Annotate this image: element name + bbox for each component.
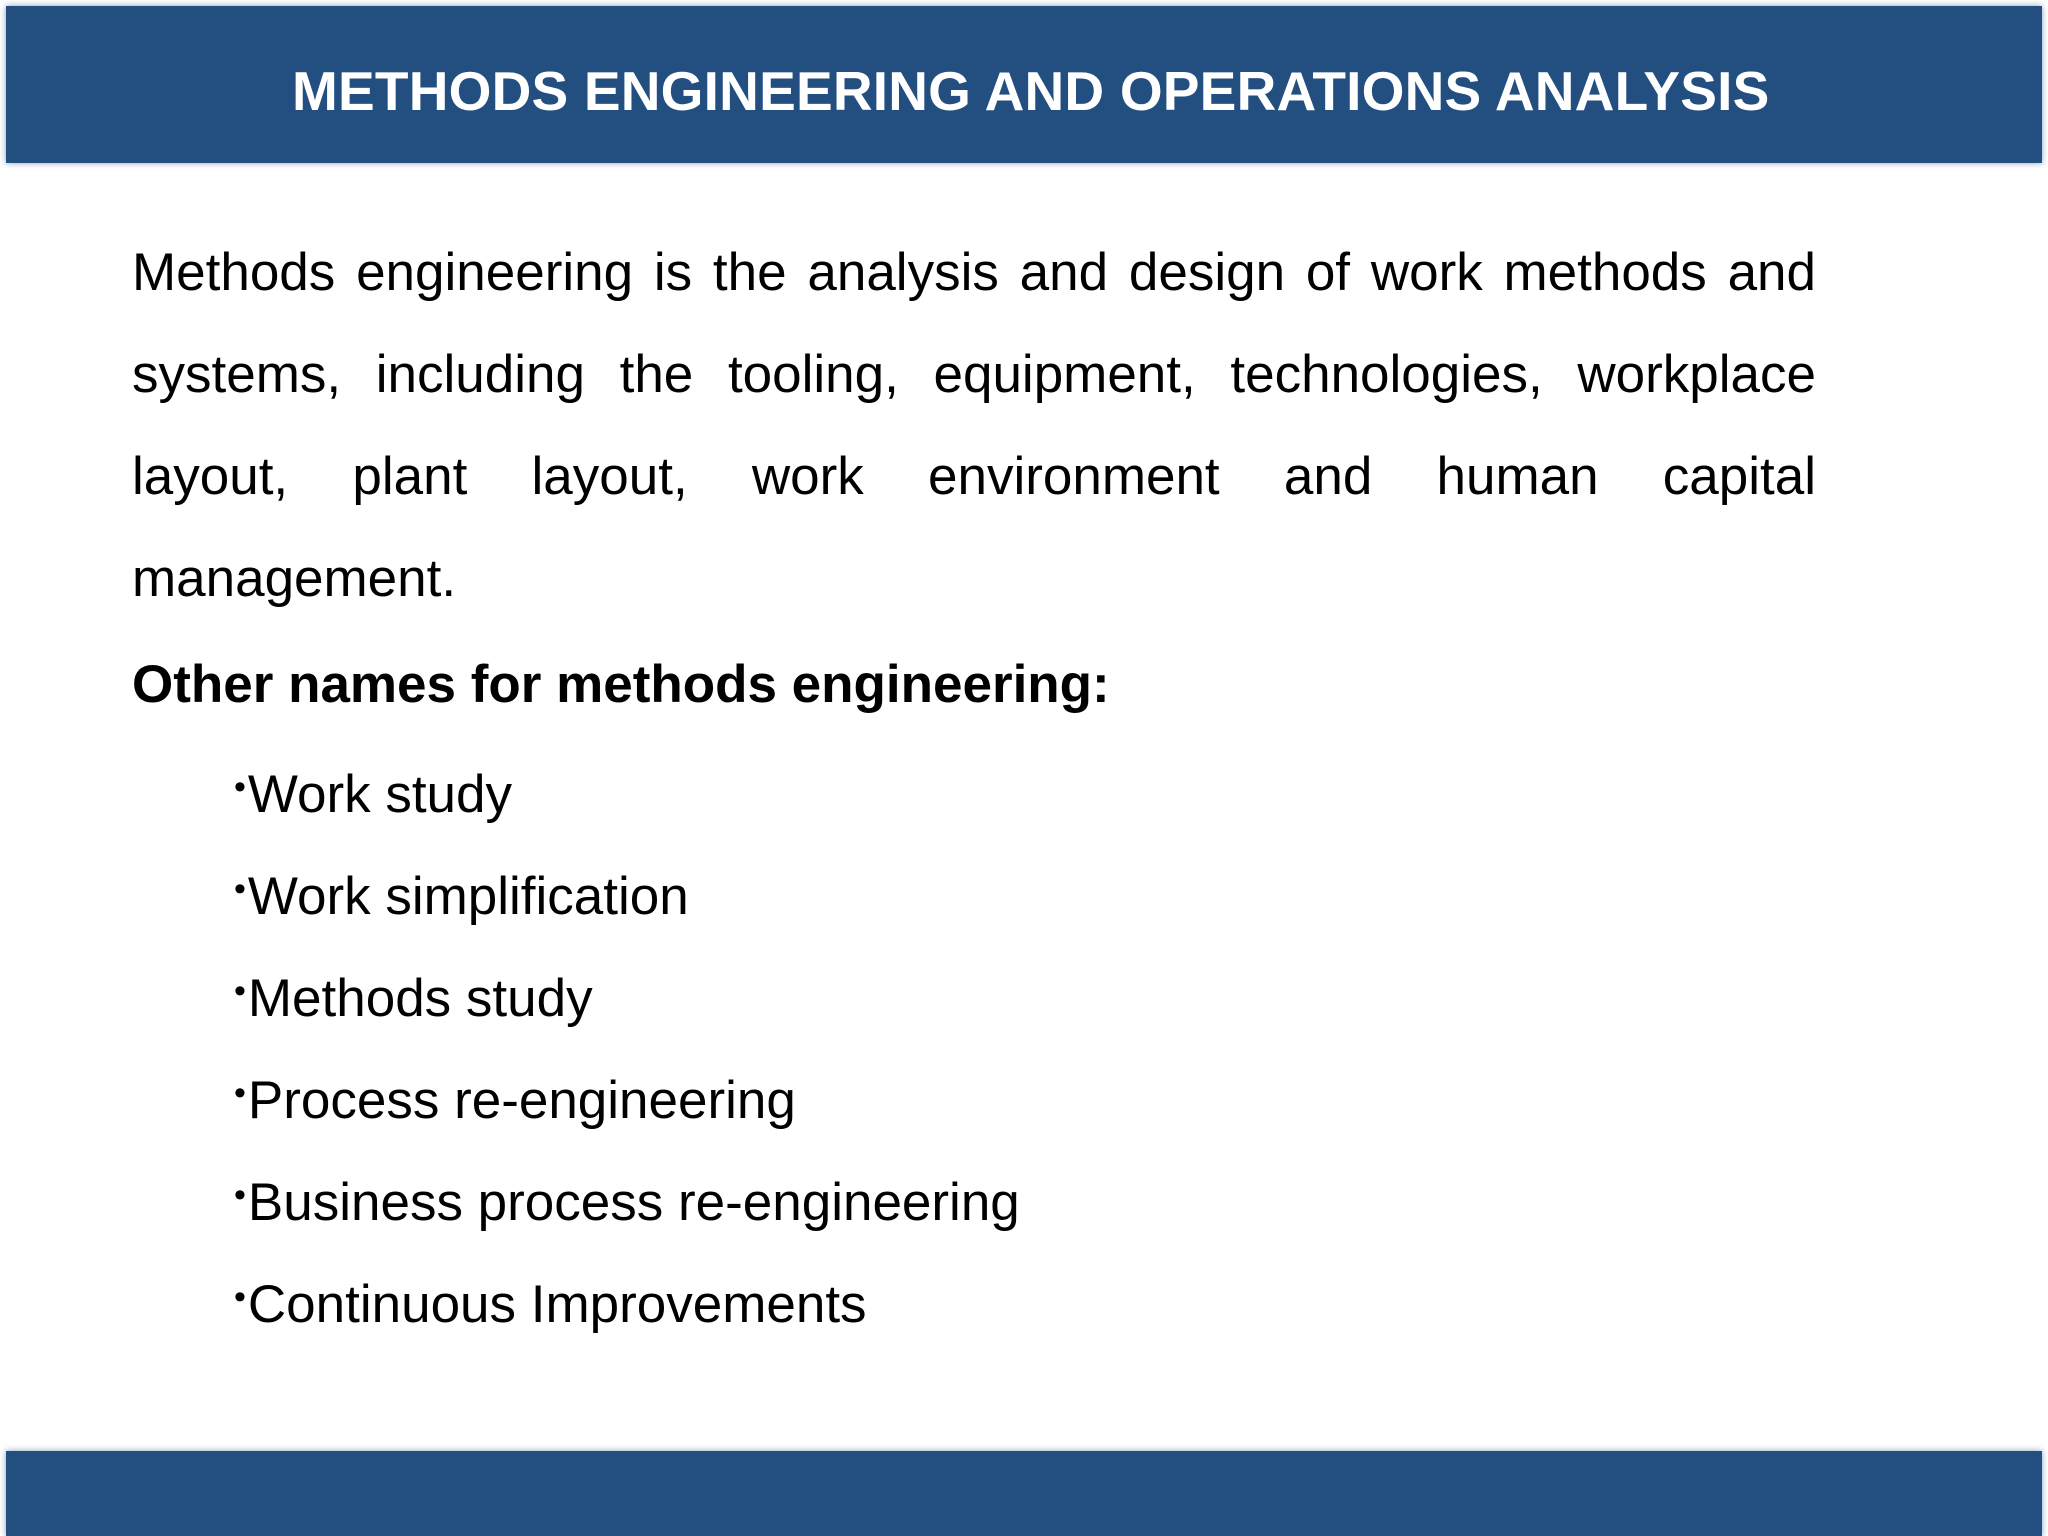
list-item-label: Continuous Improvements — [247, 1275, 867, 1334]
other-names-heading: Other names for methods engineering: — [132, 655, 1110, 714]
list-item-label: Process re-engineering — [247, 1071, 796, 1130]
bullet-icon: • — [234, 1278, 246, 1316]
list-item — [234, 1042, 1020, 1144]
list-item — [234, 1246, 1020, 1348]
other-names-list — [234, 736, 1020, 1348]
bullet-icon: • — [234, 768, 246, 806]
list-item — [234, 1144, 1020, 1246]
list-item-label: Methods study — [247, 969, 593, 1028]
list-item-label: Work study — [247, 765, 513, 824]
list-item — [234, 838, 1020, 940]
bullet-icon: • — [234, 1176, 246, 1214]
list-item — [234, 940, 1020, 1042]
list-item-label: Work simplification — [247, 867, 689, 926]
list-item — [234, 736, 1020, 838]
definition-paragraph: Methods engineering is the analysis and design of work methods and systems, including the tooling, equipment, technologies, workplace layout, plant layout, work environment and human capital management. — [132, 243, 1816, 608]
slide-title: METHODS ENGINEERING AND OPERATIONS ANALYSIS — [292, 60, 1770, 122]
bullet-icon: • — [234, 972, 246, 1010]
bullet-icon: • — [234, 870, 246, 908]
footer-bar — [6, 1451, 2042, 1536]
list-item-label: Business process re-engineering — [247, 1173, 1020, 1232]
bullet-icon: • — [234, 1074, 246, 1112]
